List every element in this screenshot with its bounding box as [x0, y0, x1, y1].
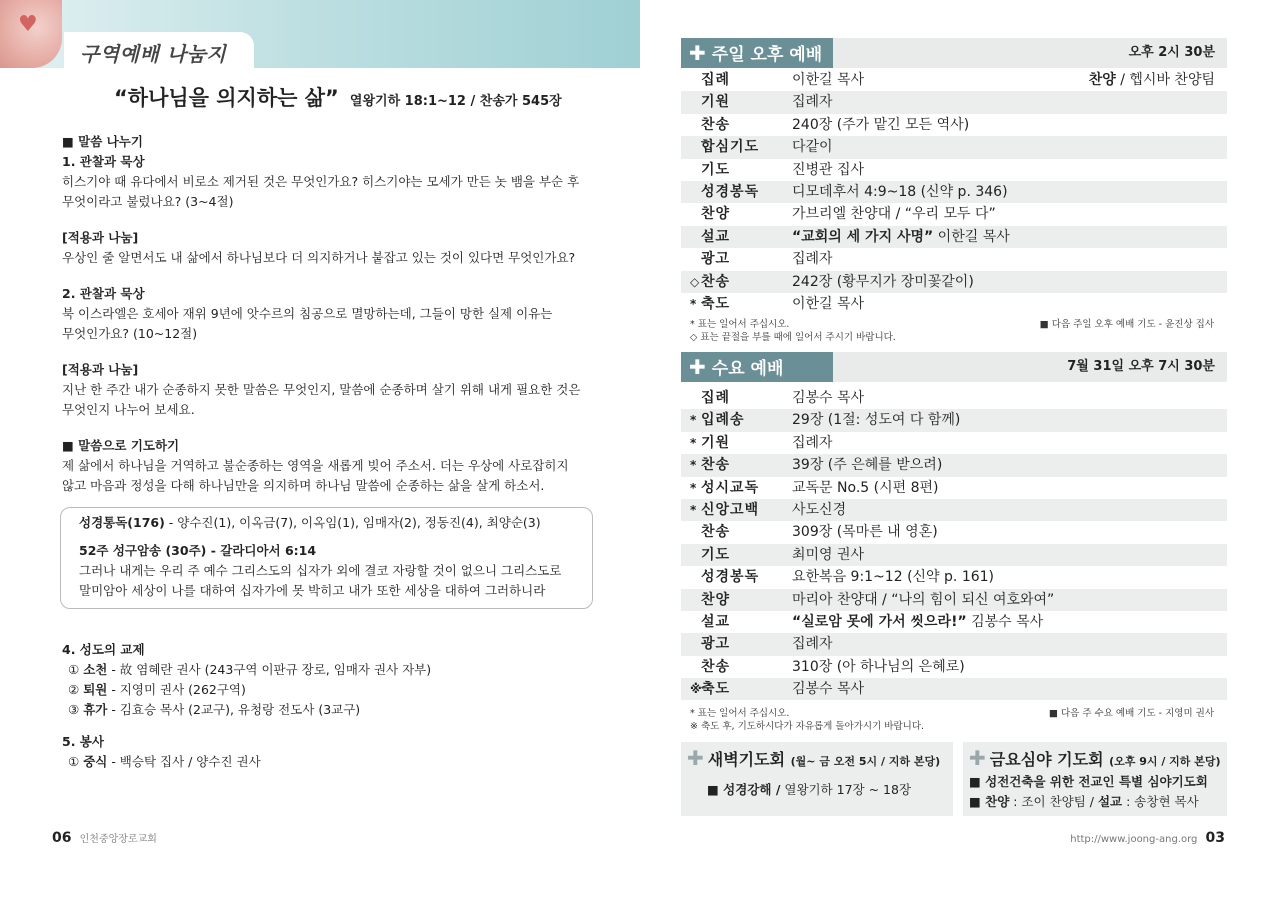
row-role: 찬송	[701, 524, 731, 541]
row-value: 가브리엘 찬양대 / “우리 모두 다”	[792, 206, 996, 223]
sermon-reference: 열왕기하 18:1~12 / 찬송가 545장	[349, 94, 562, 109]
member-item: ① 중식 - 백승탁 집사 / 양수진 권사	[68, 754, 261, 769]
row-mark: *	[690, 480, 697, 495]
row-role: 집례	[701, 72, 731, 88]
reading-names: - 양수진(1), 이옥금(7), 이옥임(1), 임매자(2), 정동진(4), 최양순(3)	[164, 515, 541, 530]
members-section	[62, 640, 622, 772]
row-role: 합심기도	[701, 139, 760, 156]
sunday-notes	[690, 318, 1226, 344]
member-item: ② 퇴원 - 지영미 권사 (262구역)	[68, 682, 246, 697]
row-role: 축도	[701, 295, 731, 312]
row-value: 29장 (1절: 성도여 다 함께)	[792, 412, 961, 429]
note: * 표는 일어서 주십시오.	[690, 708, 790, 719]
row-role: 기도	[701, 161, 731, 178]
order-row	[681, 159, 1227, 181]
order-row	[681, 611, 1227, 633]
member-kind: 휴가	[83, 702, 108, 717]
row-role: 광고	[701, 251, 731, 268]
next-prayer-note: ■ 다음 주 수요 예배 기도 - 지영미 권사	[1048, 708, 1214, 719]
memory-verse-label: 52주 성구암송 (30주) - 갈라디아서 6:14	[79, 543, 317, 558]
friday-prayer-box	[963, 742, 1227, 816]
section-tab	[64, 32, 254, 68]
member-kind: 퇴원	[83, 682, 108, 697]
row-value: 요한복음 9:1~12 (신약 p. 161)	[792, 569, 995, 586]
wednesday-header	[681, 352, 1227, 382]
row-value: 김봉수 목사	[792, 681, 865, 698]
friday-line1: ■ 성전건축을 위한 전교인 특별 심야기도회	[969, 774, 1208, 789]
row-value: 집례자	[792, 251, 833, 268]
page-number: 03	[1205, 830, 1225, 846]
row-value: 최미영 권사	[792, 546, 865, 563]
apply2-text: 지난 한 주간 내가 순종하지 못한 말씀은 무엇인지, 말씀에 순종하며 살기 위해 내게 필요한 것은	[62, 382, 581, 397]
order-row	[681, 589, 1227, 611]
row-role: 집례	[701, 390, 731, 406]
fellowship-heading: 4. 성도의 교제	[62, 642, 145, 657]
order-row	[681, 114, 1227, 136]
order-row	[681, 499, 1227, 521]
sermon-title: “하나님을 의지하는 삶”	[114, 86, 339, 110]
row-value: 집례자	[792, 434, 833, 451]
footer-right	[1070, 830, 1225, 846]
row-value: 진병관 집사	[792, 161, 865, 178]
reading-box	[60, 507, 593, 609]
apply2-text: 무엇인지 나누어 보세요.	[62, 402, 195, 417]
row-value: 309장 (목마른 내 영혼)	[792, 524, 938, 541]
row-mark: ※	[690, 682, 702, 697]
row-value: 이한길 목사	[792, 72, 865, 88]
order-row	[681, 633, 1227, 655]
sunday-title: 주일 오후 예배	[711, 45, 823, 65]
church-url: http://www.joong-ang.org	[1070, 834, 1198, 845]
sermon-title: “교회의 세 가지 사명”	[792, 228, 934, 245]
dawn-prayer-box	[681, 742, 953, 816]
cross-icon: ✚	[687, 746, 704, 770]
order-row	[681, 248, 1227, 270]
row-role: 찬송	[701, 116, 731, 133]
footer-left	[52, 830, 157, 846]
wednesday-title: 수요 예배	[711, 359, 784, 379]
sermon-heading	[114, 82, 562, 112]
row-role: 찬송	[701, 457, 731, 474]
apply2-heading: [적용과 나눔]	[62, 362, 139, 377]
question2-text: 무엇인가요? (10~12절)	[62, 326, 198, 341]
question1-heading: 1. 관찰과 묵상	[62, 154, 145, 169]
order-row	[681, 293, 1227, 315]
row-role: 기원	[701, 434, 731, 451]
member-item: ③ 휴가 - 김효승 목사 (2교구), 유청랑 전도사 (3교구)	[68, 702, 361, 717]
row-value: 이한길 목사	[792, 295, 865, 312]
sermon-title: “실로암 못에 가서 씻으라!”	[792, 613, 967, 630]
row-role: 축도	[701, 681, 731, 698]
memory-verse-text: 말미암아 세상이 나를 대하여 십자가에 못 박히고 내가 또한 세상을 대하여 그러하니라	[79, 583, 546, 598]
order-row	[681, 477, 1227, 499]
row-value: 디모데후서 4:9~18 (신약 p. 346)	[792, 183, 1008, 200]
row-role: 찬송	[701, 273, 731, 290]
row-value: 39장 (주 은혜를 받으려)	[792, 457, 943, 474]
row-role: 입례송	[701, 412, 745, 429]
row-value: 교독문 No.5 (시편 8편)	[792, 479, 939, 496]
section-title: 구역예배 나눔지	[80, 42, 227, 66]
order-row	[681, 136, 1227, 158]
praise-team-name: / 헵시바 찬양팀	[1115, 72, 1215, 88]
row-value: 집례자	[792, 94, 833, 111]
row-mark: ◇	[690, 274, 700, 289]
note: ◇ 표는 끝절을 부를 때에 일어서 주시기 바랍니다.	[690, 332, 896, 343]
hands-heart-image	[0, 0, 62, 68]
prayer-text: 제 삶에서 하나님을 거역하고 불순종하는 영역을 새롭게 빚어 주소서. 더는 우상에 사로잡히지	[62, 458, 569, 473]
prayer-heading: ■ 말씀으로 기도하기	[62, 438, 180, 453]
wednesday-notes	[690, 707, 1226, 733]
order-row	[681, 566, 1227, 588]
prayer-text: 않고 마음과 정성을 다해 하나님만을 의지하며 하나님 말씀에 순종하는 삶을 살게 하소서.	[62, 478, 545, 493]
row-mark: *	[690, 458, 697, 473]
dawn-title: ✚ 새벽기도회 (월~ 금 오전 5시 / 지하 본당)	[687, 746, 941, 770]
row-mark: *	[690, 502, 697, 517]
row-role: 찬송	[701, 658, 731, 675]
order-row	[681, 91, 1227, 113]
row-role: 찬양	[701, 206, 731, 223]
friday-title: ✚ 금요심야 기도회 (오후 9시 / 지하 본당)	[969, 746, 1221, 770]
church-name: 인천중앙장로교회	[79, 834, 157, 845]
row-role: 기원	[701, 94, 731, 111]
cross-icon: ✚	[689, 355, 706, 379]
reading-label: 성경통독(176)	[79, 515, 165, 530]
apply1-text: 우상인 줄 알면서도 내 삶에서 하나님보다 더 의지하거나 붙잡고 있는 것이 있다면 무엇인가요?	[62, 250, 576, 265]
row-role: 설교	[701, 613, 731, 630]
cross-icon: ✚	[689, 41, 706, 65]
row-value: “교회의 세 가지 사명” 이한길 목사	[792, 228, 1010, 245]
sharing-heading: ■ 말씀 나누기	[62, 134, 143, 149]
row-value: 242장 (황무지가 장미꽃같이)	[792, 273, 974, 290]
sunday-header	[681, 38, 1227, 68]
order-row	[681, 69, 1227, 91]
cross-icon: ✚	[969, 746, 986, 770]
row-role: 성경봉독	[701, 183, 760, 200]
row-role: 광고	[701, 636, 731, 653]
row-role: 찬양	[701, 591, 731, 608]
wednesday-order	[681, 387, 1227, 700]
service-heading: 5. 봉사	[62, 734, 104, 749]
sunday-order	[681, 69, 1227, 315]
order-row	[681, 432, 1227, 454]
wednesday-label	[681, 352, 833, 382]
order-row	[681, 181, 1227, 203]
order-row	[681, 203, 1227, 225]
row-mark: *	[690, 296, 697, 311]
order-row	[681, 226, 1227, 248]
row-role: 성시교독	[701, 479, 760, 496]
order-row	[681, 454, 1227, 476]
order-row	[681, 409, 1227, 431]
sharing-content	[62, 132, 602, 496]
row-value: 310장 (아 하나님의 은혜로)	[792, 658, 965, 675]
right-page	[640, 0, 1280, 904]
apply1-heading: [적용과 나눔]	[62, 230, 139, 245]
friday-line2: ■ 찬양 : 조이 찬양팀 / 설교 : 송창현 목사	[969, 794, 1199, 809]
row-value: 마리아 찬양대 / “나의 힘이 되신 여호와여”	[792, 591, 1055, 608]
question1-text: 무엇이라고 불렀나요? (3~4절)	[62, 194, 234, 209]
row-role: 기도	[701, 546, 731, 563]
sunday-time: 오후 2시 30분	[1128, 45, 1215, 60]
praise-team: 찬양 / 헵시바 찬양팀	[1088, 72, 1215, 88]
member-kind: 소천	[83, 662, 108, 677]
row-value: 다같이	[792, 139, 833, 156]
member-item: ① 소천 - 故 염혜란 권사 (243구역 이판규 장로, 임매자 권사 자부)	[68, 662, 432, 677]
question1-text: 히스기야 때 유다에서 비로소 제거된 것은 무엇인가요? 히스기야는 모세가 만든 놋 뱀을 부순 후	[62, 174, 580, 189]
row-value: 사도신경	[792, 501, 847, 518]
order-row	[681, 656, 1227, 678]
page-number: 06	[52, 830, 72, 846]
order-row	[681, 271, 1227, 293]
order-row	[681, 387, 1227, 409]
note: ※ 축도 후, 기도하시다가 자유롭게 돌아가시기 바랍니다.	[690, 721, 925, 732]
order-row	[681, 544, 1227, 566]
sunday-label	[681, 38, 833, 68]
row-role: 성경봉독	[701, 569, 760, 586]
order-row	[681, 678, 1227, 700]
row-value: 집례자	[792, 636, 833, 653]
next-prayer-note: ■ 다음 주일 오후 예배 기도 - 윤진상 집사	[1039, 319, 1214, 330]
question2-text: 북 이스라엘은 호세아 재위 9년에 앗수르의 침공으로 멸망하는데, 그들이 망한 실제 이유는	[62, 306, 553, 321]
row-mark: *	[690, 435, 697, 450]
row-value: “실로암 못에 가서 씻으라!” 김봉수 목사	[792, 613, 1044, 630]
wednesday-time: 7월 31일 오후 7시 30분	[1067, 359, 1215, 374]
order-row	[681, 521, 1227, 543]
question2-heading: 2. 관찰과 묵상	[62, 286, 145, 301]
heart-icon: ♥	[18, 12, 38, 37]
row-value: 김봉수 목사	[792, 390, 865, 406]
member-kind: 중식	[83, 754, 108, 769]
row-value: 240장 (주가 맡긴 모든 역사)	[792, 116, 970, 133]
note: * 표는 일어서 주십시오.	[690, 319, 790, 330]
row-role: 설교	[701, 228, 731, 245]
dawn-line: ■ 성경강해 / 열왕기하 17장 ~ 18장	[707, 782, 912, 797]
row-role: 신앙고백	[701, 501, 760, 518]
memory-verse-text: 그러나 내게는 우리 주 예수 그리스도의 십자가 외에 결코 자랑할 것이 없으니 그리스도로	[79, 563, 562, 578]
row-mark: *	[690, 413, 697, 428]
